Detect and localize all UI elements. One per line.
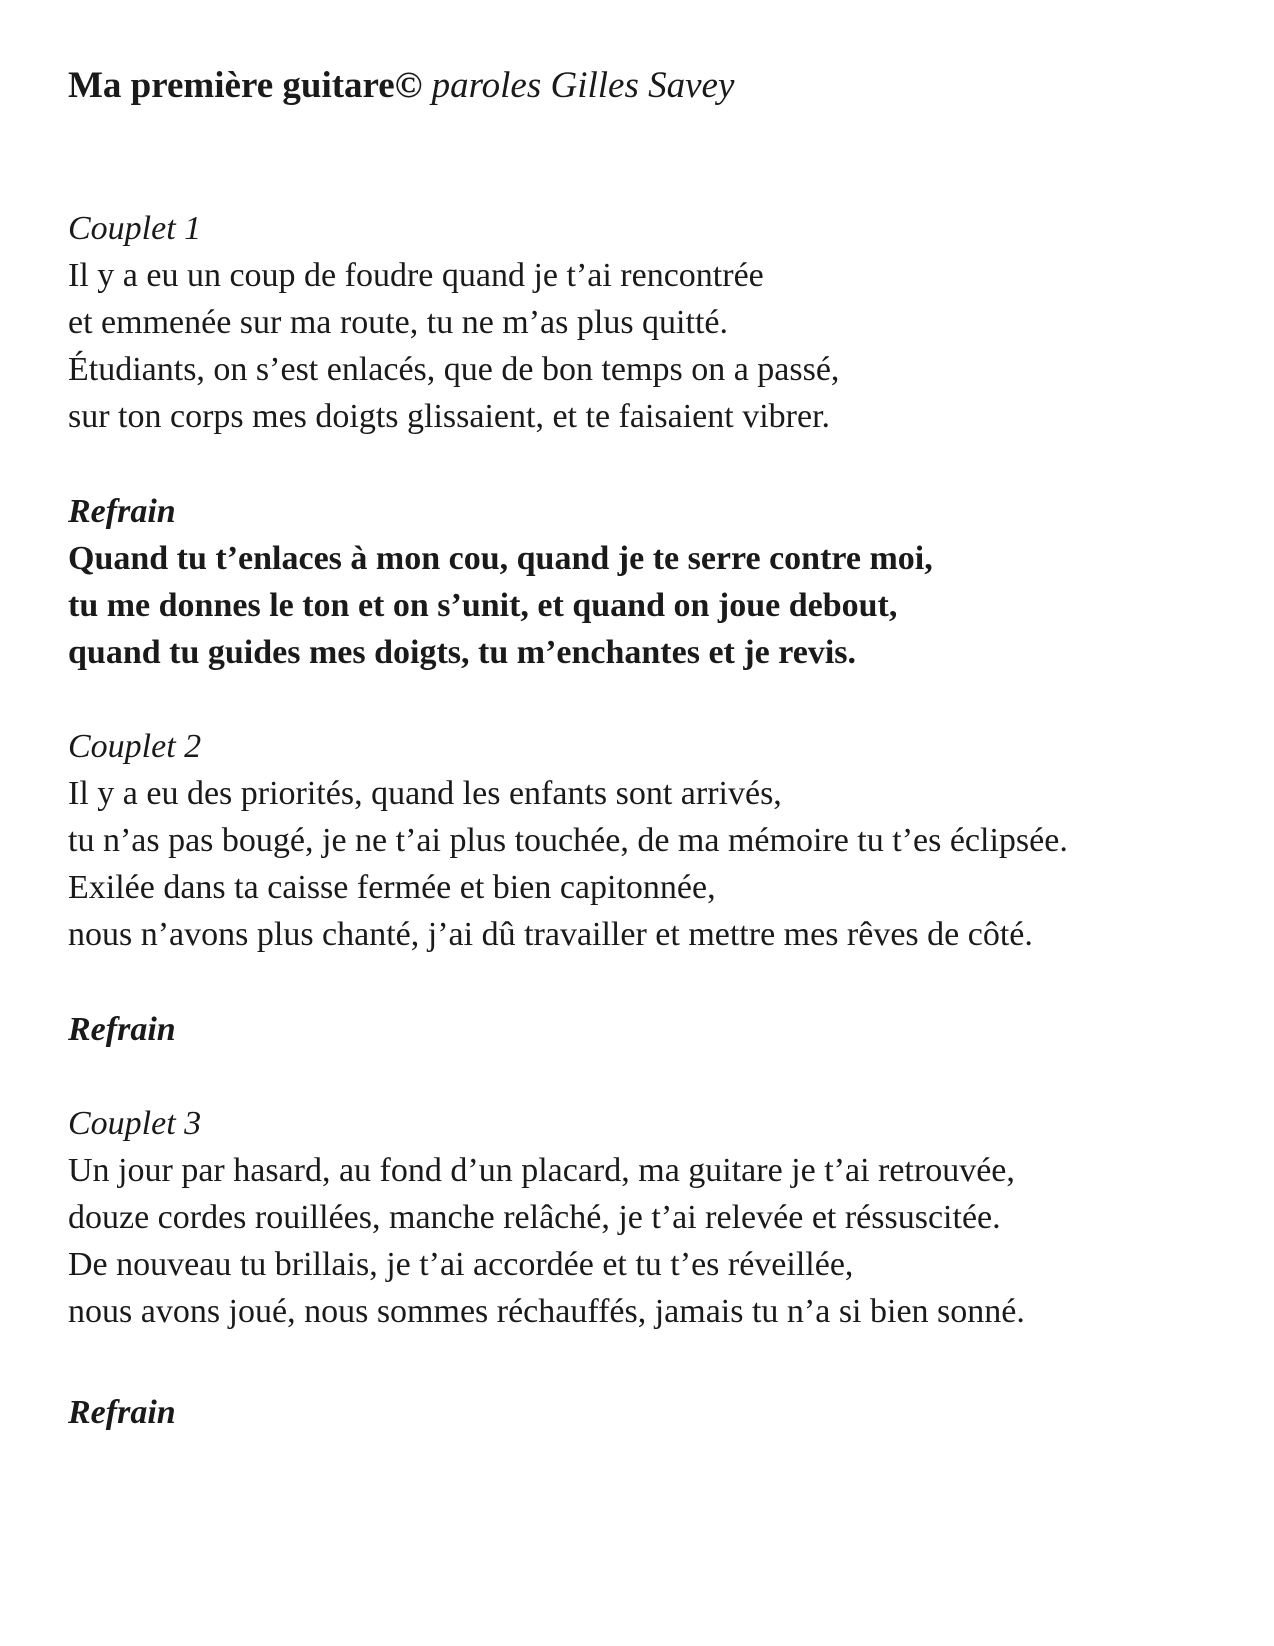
lyric-line: nous n’avons plus chanté, j’ai dû travailler et mettre mes rêves de côté.: [68, 916, 1033, 953]
chorus-repeat-2: [68, 1389, 1258, 1436]
lyric-line: et emmenée sur ma route, tu ne m’as plus quitté.: [68, 304, 728, 341]
song-credit: paroles Gilles Savey: [431, 65, 735, 106]
lyric-line: Étudiants, on s’est enlacés, que de bon temps on a passé,: [68, 351, 840, 388]
lyric-line: douze cordes rouillées, manche relâché, je t’ai relevée et réssuscitée.: [68, 1199, 1001, 1236]
section-label: Couplet 2: [68, 728, 202, 765]
verse-2: [68, 723, 1258, 958]
lyrics-page: [68, 62, 1258, 110]
chorus-repeat-1: [68, 1006, 1258, 1053]
song-title: [68, 62, 1258, 110]
lyric-line: tu n’as pas bougé, je ne t’ai plus touchée, de ma mémoire tu t’es éclipsée.: [68, 822, 1068, 859]
lyric-line: Il y a eu des priorités, quand les enfants sont arrivés,: [68, 775, 782, 812]
lyric-line: Un jour par hasard, au fond d’un placard, ma guitare je t’ai retrouvée,: [68, 1152, 1015, 1189]
section-label: Couplet 1: [68, 210, 202, 247]
chorus: [68, 488, 1258, 676]
lyric-line: quand tu guides mes doigts, tu m’enchantes et je revis.: [68, 634, 857, 671]
lyric-line: tu me donnes le ton et on s’unit, et quand on joue debout,: [68, 587, 898, 624]
lyric-line: nous avons joué, nous sommes réchauffés, jamais tu n’a si bien sonné.: [68, 1293, 1025, 1330]
verse-3: [68, 1100, 1258, 1335]
section-label: Refrain: [68, 1394, 176, 1431]
lyric-line: sur ton corps mes doigts glissaient, et te faisaient vibrer.: [68, 398, 831, 435]
lyric-line: Quand tu t’enlaces à mon cou, quand je te serre contre moi,: [68, 540, 933, 577]
lyric-line: Exilée dans ta caisse fermée et bien capitonnée,: [68, 869, 716, 906]
section-label: Refrain: [68, 493, 176, 530]
lyric-line: Il y a eu un coup de foudre quand je t’ai rencontrée: [68, 257, 764, 294]
section-label: Refrain: [68, 1011, 176, 1048]
song-title-main: Ma première guitare©: [68, 65, 423, 106]
section-label: Couplet 3: [68, 1105, 202, 1142]
verse-1: [68, 205, 1258, 440]
lyric-line: De nouveau tu brillais, je t’ai accordée et tu t’es réveillée,: [68, 1246, 854, 1283]
